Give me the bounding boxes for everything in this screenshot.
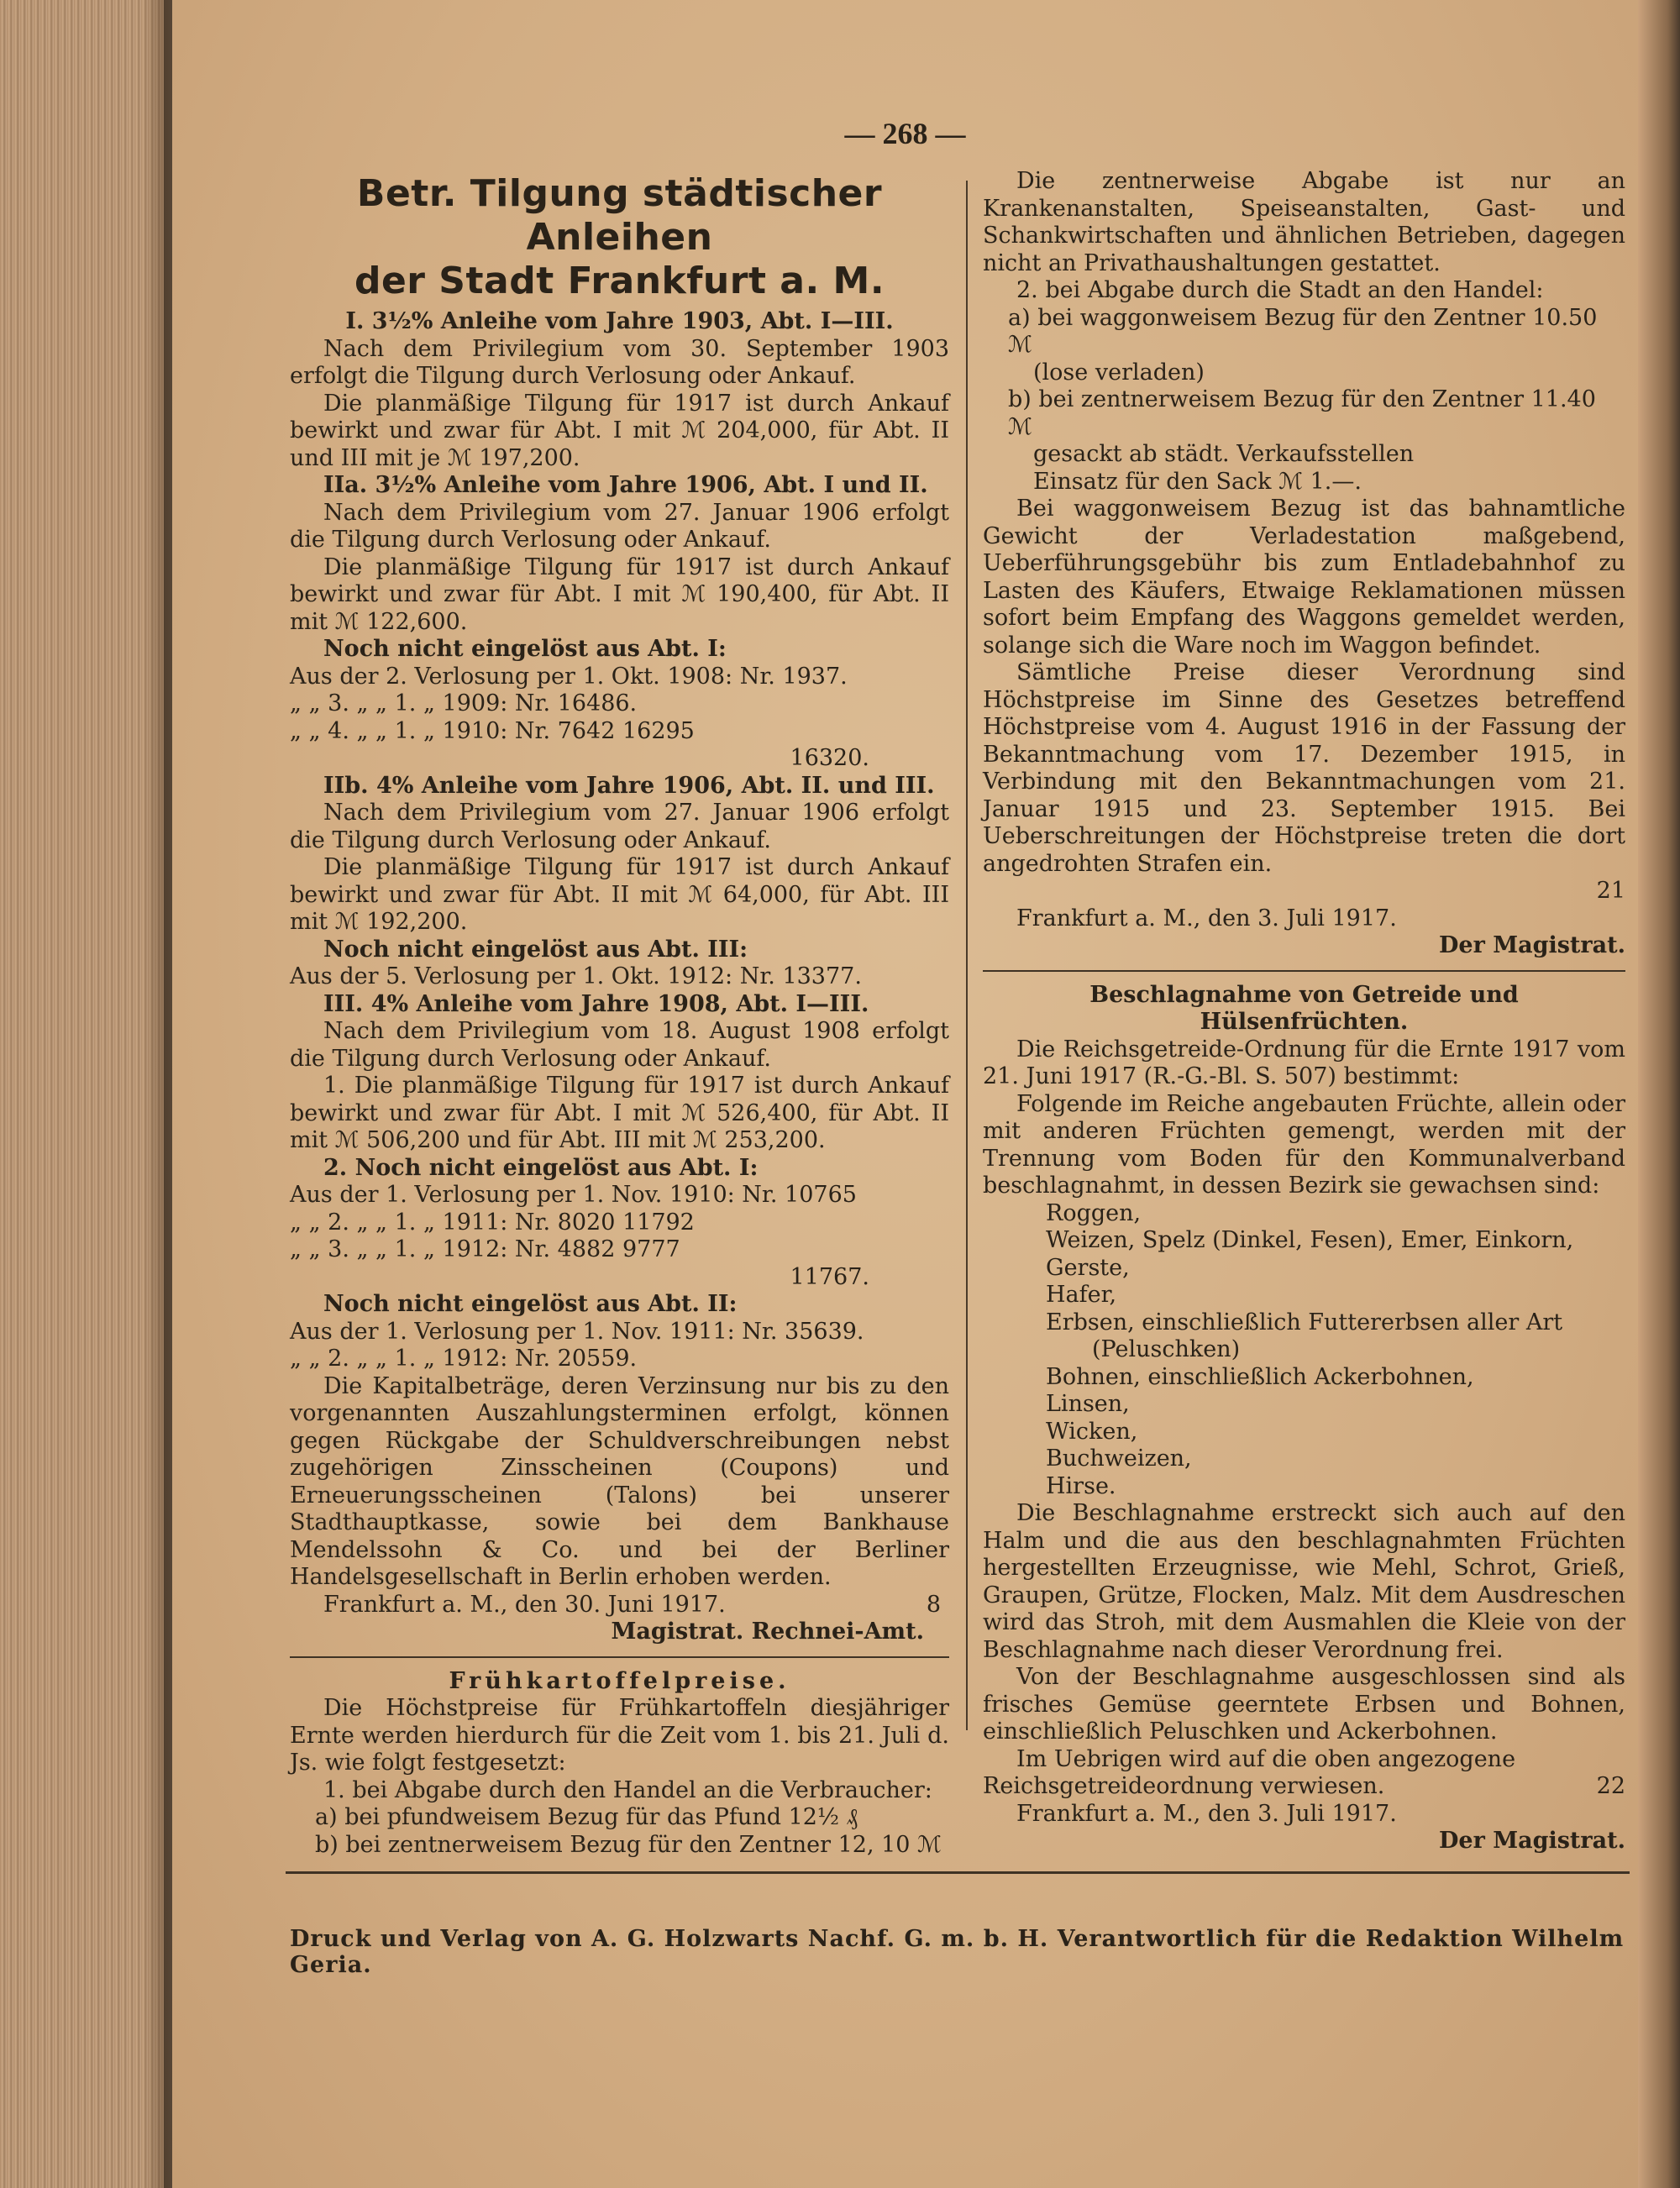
- list-item: Aus der 5. Verlosung per 1. Okt. 1912: Nr. 13377.: [290, 963, 862, 989]
- dateline: Frankfurt a. M., den 30. Juni 1917.: [323, 1591, 726, 1618]
- list-item: (Peluschken): [1092, 1336, 1241, 1362]
- footer-rule: [286, 1871, 1630, 1874]
- list-item: a) bei waggonweisem Bezug für den Zentner 10.50 ℳ: [1008, 304, 1598, 358]
- notice-number: 22: [1596, 1773, 1625, 1799]
- list-item: 1. bei Abgabe durch den Handel an die Verbraucher:: [323, 1776, 932, 1803]
- list-item: „ „ 2. „ „ 1. „ 1911: Nr. 8020 11792: [290, 1209, 695, 1236]
- dateline-row: [290, 1592, 949, 1619]
- section-title: Frühkartoffelpreise.: [449, 1667, 790, 1694]
- list-item-continuation: 11767.: [790, 1263, 869, 1290]
- column-divider: [966, 181, 968, 1730]
- list-item: Wicken,: [1046, 1418, 1138, 1445]
- list-item: „ „ 3. „ „ 1. „ 1909: Nr. 16486.: [290, 690, 638, 716]
- paragraph: Folgende im Reiche angebauten Früchte, allein oder mit anderen Früchten gemengt, werden mit der Trennung vom Boden für den Kommunalverband beschlagnahmt, in dessen Bezirk sie gewachsen sind:: [983, 1090, 1625, 1199]
- list-item: Hafer,: [1046, 1282, 1117, 1308]
- list-item: Aus der 1. Verlosung per 1. Nov. 1911: Nr. 35639.: [290, 1318, 864, 1345]
- dateline: Frankfurt a. M., den 3. Juli 1917.: [1016, 1800, 1397, 1827]
- subsection-title: Noch nicht eingelöst aus Abt. II:: [323, 1291, 738, 1317]
- list-item: „ „ 3. „ „ 1. „ 1912: Nr. 4882 9777: [290, 1236, 680, 1262]
- paragraph: Nach dem Privilegium vom 18. August 1908 erfolgt die Tilgung durch Verlosung oder Ankauf.: [290, 1018, 949, 1072]
- dateline: Frankfurt a. M., den 3. Juli 1917.: [1016, 905, 1397, 931]
- list-item: „ „ 2. „ „ 1. „ 1912: Nr. 20559.: [290, 1346, 638, 1372]
- heading-line-2: der Stadt Frankfurt a. M.: [354, 260, 885, 302]
- notice-number: 8: [926, 1591, 941, 1618]
- paragraph: Im Uebrigen wird auf die oben angezogene Reichsgetreideordnung verwiesen.: [983, 1745, 1516, 1799]
- signature: Magistrat. Rechnei-Amt.: [611, 1619, 924, 1645]
- paragraph: Bei waggonweisem Bezug ist das bahnamtliche Gewicht der Verladestation maßgebend, Ueberführungsgebühr bis zum Entladebahnhof zu Lasten des Käufers, Etwaige Reklamationen müssen sofort beim Empfang des Waggons gemeldet werden, solange sich die Ware noch im Waggon befindet.: [983, 496, 1625, 658]
- list-item-continuation: gesackt ab städt. Verkaufsstellen: [1033, 441, 1415, 467]
- list-item: Aus der 1. Verlosung per 1. Nov. 1910: Nr. 10765: [290, 1182, 857, 1208]
- section-title: Beschlagnahme von Getreide und Hülsenfrüchten.: [1089, 981, 1519, 1035]
- section-title: I. 3½% Anleihe vom Jahre 1903, Abt. I—III.: [345, 308, 894, 334]
- paragraph: Die planmäßige Tilgung für 1917 ist durch Ankauf bewirkt und zwar für Abt. I mit ℳ 190,400, für Abt. II mit ℳ 122,600.: [290, 554, 949, 635]
- signature: Der Magistrat.: [1439, 1828, 1625, 1854]
- list-item-continuation: 16320.: [790, 745, 869, 771]
- list-item-continuation: Einsatz für den Sack ℳ 1.—.: [1033, 468, 1362, 495]
- paragraph: Sämtliche Preise dieser Verordnung sind Höchstpreise im Sinne des Gesetzes betreffend Höchstpreise vom 4. August 1916 in der Fassung der Bekanntmachung vom 17. Dezember 1915, in Verbindung mit den Bekanntmachungen vom 21. Januar 1915 und 23. September 1915. Bei Ueberschreitungen der Höchstpreise treten die dort angedrohten Strafen ein.: [983, 659, 1625, 877]
- list-item: Erbsen, einschließlich Futtererbsen aller Art: [1046, 1309, 1563, 1335]
- list-item: a) bei pfundweisem Bezug für das Pfund 12½ ₰: [315, 1804, 858, 1830]
- page-number: — 268 —: [844, 117, 966, 150]
- list-item: Bohnen, einschließlich Ackerbohnen,: [1046, 1363, 1474, 1390]
- section-title: IIa. 3½% Anleihe vom Jahre 1906, Abt. I und II.: [323, 472, 928, 498]
- paragraph: Die Reichsgetreide-Ordnung für die Ernte 1917 vom 21. Juni 1917 (R.-G.-Bl. S. 507) bestimmt:: [983, 1036, 1625, 1089]
- gutter-shadow: [143, 0, 176, 2188]
- notice-number: 21: [1596, 878, 1625, 904]
- paragraph: Nach dem Privilegium vom 27. Januar 1906 erfolgt die Tilgung durch Verlosung oder Ankauf.: [290, 499, 949, 553]
- paragraph: Die planmäßige Tilgung für 1917 ist durch Ankauf bewirkt und zwar für Abt. II mit ℳ 64,000, für Abt. III mit ℳ 192,200.: [290, 854, 949, 935]
- list-item: Aus der 2. Verlosung per 1. Okt. 1908: Nr. 1937.: [290, 663, 848, 690]
- signature: Der Magistrat.: [1439, 932, 1625, 958]
- paragraph: Nach dem Privilegium vom 27. Januar 1906 erfolgt die Tilgung durch Verlosung oder Ankauf.: [290, 800, 949, 853]
- list-item: Linsen,: [1046, 1391, 1130, 1417]
- paragraph: Die Beschlagnahme erstreckt sich auch auf den Halm und die aus den beschlagnahmten Früchten hergestellten Erzeugnisse, wie Mehl, Schrot, Grieß, Graupen, Grütze, Flocken, Malz. Mit dem Ausdreschen wird das Stroh, mit dem Ausmahlen die Kleie von der Beschlagnahme nach dieser Verordnung frei.: [983, 1500, 1625, 1663]
- section-title: IIb. 4% Anleihe vom Jahre 1906, Abt. II. und III.: [323, 772, 935, 799]
- imprint-footer: Druck und Verlag von A. G. Holzwarts Nachf. G. m. b. H. Verantwortlich für die Redaktion Wilhelm Geria.: [290, 1926, 1625, 1978]
- list-item: Hirse.: [1046, 1472, 1116, 1499]
- paragraph: 1. Die planmäßige Tilgung für 1917 ist durch Ankauf bewirkt und zwar für Abt. I mit ℳ 526,400, für Abt. II mit ℳ 506,200 und für Abt. III mit ℳ 253,200.: [290, 1073, 949, 1153]
- paragraph: Die Höchstpreise für Frühkartoffeln diesjähriger Ernte werden hierdurch für die Zeit vom 1. bis 21. Juli d. Js. wie folgt festgesetzt:: [290, 1695, 949, 1776]
- right-page-edge: [1638, 0, 1680, 2188]
- section-divider: [983, 970, 1625, 972]
- list-item-continuation: (lose verladen): [1033, 359, 1205, 386]
- section-title: III. 4% Anleihe vom Jahre 1908, Abt. I—III.: [323, 990, 869, 1017]
- subsection-title: 2. Noch nicht eingelöst aus Abt. I:: [323, 1154, 759, 1181]
- list-item: Gerste,: [1046, 1254, 1130, 1281]
- list-item: Roggen,: [1046, 1199, 1142, 1226]
- paragraph: Die Kapitalbeträge, deren Verzinsung nur bis zu den vorgenannten Auszahlungsterminen erfolgt, können gegen Rückgabe der Schuldverschreibungen nebst zugehörigen Zinsscheinen (Coupons) und Erneuerungsscheinen (Talons) bei unserer Stadthauptkasse, sowie bei dem Bankhause Mendelssohn & Co. und bei der Berliner Handelsgesellschaft in Berlin erhoben werden.: [290, 1372, 949, 1590]
- subsection-title: Noch nicht eingelöst aus Abt. III:: [323, 936, 748, 963]
- subsection-title: Noch nicht eingelöst aus Abt. I:: [323, 636, 727, 662]
- list-item: b) bei zentnerweisem Bezug für den Zentner 11.40 ℳ: [1008, 386, 1596, 440]
- list-item: Weizen, Spelz (Dinkel, Fesen), Emer, Einkorn,: [1046, 1227, 1574, 1253]
- paragraph: Nach dem Privilegium vom 30. September 1903 erfolgt die Tilgung durch Verlosung oder Ankauf.: [290, 335, 949, 389]
- list-item: Buchweizen,: [1046, 1446, 1192, 1472]
- book-page-edges: [0, 0, 164, 2188]
- list-item: „ „ 4. „ „ 1. „ 1910: Nr. 7642 16295: [290, 717, 695, 744]
- paragraph: Die planmäßige Tilgung für 1917 ist durch Ankauf bewirkt und zwar für Abt. I mit ℳ 204,000, für Abt. II und III mit je ℳ 197,200.: [290, 390, 949, 471]
- article-heading: [290, 172, 949, 303]
- closing-row: [983, 1746, 1625, 1801]
- paragraph: Die zentnerweise Abgabe ist nur an Krankenanstalten, Speiseanstalten, Gast- und Schankwirtschaften und ähnlichen Betrieben, dagegen nicht an Privathaushaltungen gestattet.: [983, 168, 1625, 276]
- heading-line-1: Betr. Tilgung städtischer Anleihen: [356, 172, 883, 259]
- section-divider: [290, 1656, 949, 1658]
- right-column: [983, 168, 1625, 1855]
- list-item: 2. bei Abgabe durch die Stadt an den Handel:: [1016, 277, 1544, 303]
- paragraph: Von der Beschlagnahme ausgeschlossen sind als frisches Gemüse geerntete Erbsen und Bohnen, einschließlich Peluschken und Ackerbohnen.: [983, 1664, 1625, 1745]
- document-page: [172, 0, 1638, 2188]
- list-item: b) bei zentnerweisem Bezug für den Zentner 12, 10 ℳ: [315, 1831, 942, 1858]
- left-column: [290, 168, 949, 1859]
